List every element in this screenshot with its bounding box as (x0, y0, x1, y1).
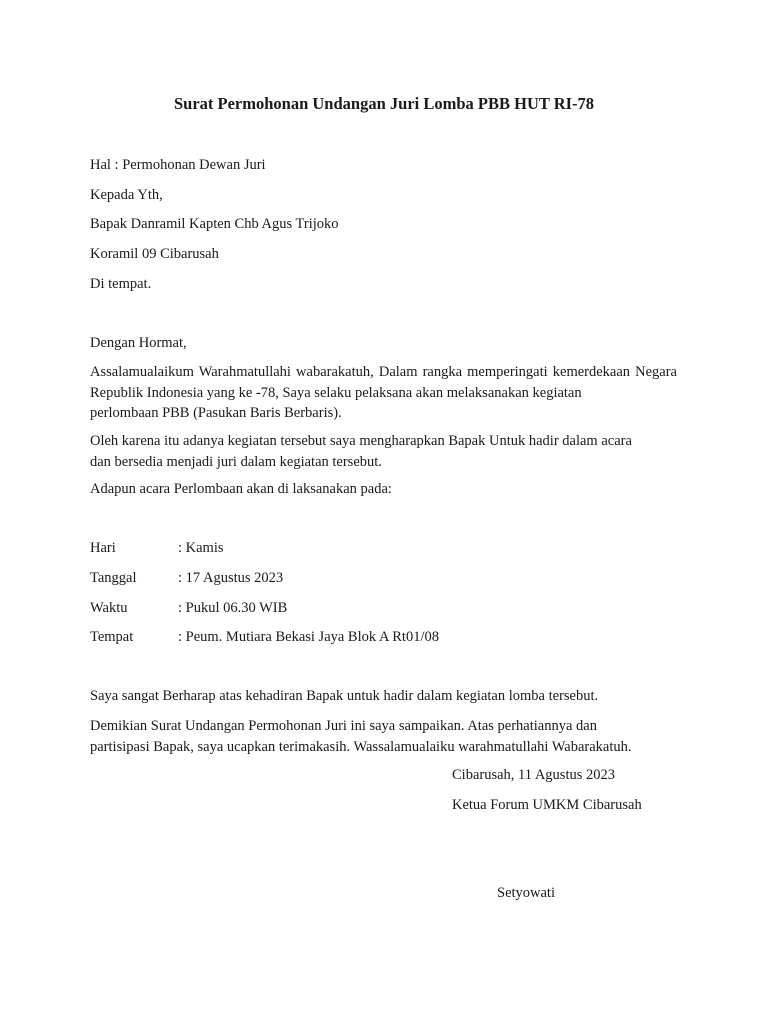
recipient-greeting: Kepada Yth, (90, 187, 163, 203)
opening-paragraph-last-line: perlombaan PBB (Pasukan Baris Berbaris). (90, 405, 342, 421)
subject-line: Hal : Permohonan Dewan Juri (90, 157, 266, 173)
schedule-intro: Adapun acara Perlombaan akan di laksanakan pada: (90, 481, 392, 497)
detail-label: Waktu (90, 600, 128, 616)
opening-paragraph (90, 362, 677, 424)
closing-paragraph (90, 716, 677, 757)
salutation: Dengan Hormat, (90, 335, 187, 351)
closing-paragraph-text: Demikian Surat Undangan Permohonan Juri ini saya sampaikan. Atas perhatiannya dan (90, 718, 597, 734)
recipient-name: Bapak Danramil Kapten Chb Agus Trijoko (90, 216, 339, 232)
signature-place-date: Cibarusah, 11 Agustus 2023 (452, 767, 615, 783)
recipient-place: Di tempat. (90, 276, 152, 292)
detail-label: Tempat (90, 629, 134, 645)
detail-row-tanggal (90, 568, 283, 588)
recipient-institution: Koramil 09 Cibarusah (90, 246, 219, 262)
detail-row-tempat (90, 627, 439, 647)
hope-paragraph: Saya sangat Berharap atas kehadiran Bapak untuk hadir dalam kegiatan lomba tersebut. (90, 688, 599, 704)
detail-row-waktu (90, 598, 287, 618)
request-paragraph (90, 431, 677, 472)
detail-value: : Peum. Mutiara Bekasi Jaya Blok A Rt01/08 (178, 629, 439, 645)
request-paragraph-text: Oleh karena itu adanya kegiatan tersebut saya mengharapkan Bapak Untuk hadir dalam acara (90, 433, 632, 449)
detail-label: Hari (90, 540, 116, 556)
closing-paragraph-last-line: partisipasi Bapak, saya ucapkan terimakasih. Wassalamualaiku warahmatullahi Wabarakatuh. (90, 738, 632, 755)
request-paragraph-last-line: dan bersedia menjadi juri dalam kegiatan tersebut. (90, 453, 382, 470)
detail-value: : Kamis (178, 540, 224, 556)
opening-paragraph-text: Assalamualaikum Warahmatullahi wabarakatuh, Dalam rangka memperingati kemerdekaan Negara Republik Indonesia yang ke -78, Saya selaku pelaksana akan melaksanakan kegiatan (90, 364, 677, 401)
signature-position: Ketua Forum UMKM Cibarusah (452, 797, 642, 813)
detail-row-hari (90, 538, 224, 558)
detail-label: Tanggal (90, 570, 137, 586)
detail-value: : Pukul 06.30 WIB (178, 600, 288, 616)
signature-name: Setyowati (497, 885, 555, 901)
detail-value: : 17 Agustus 2023 (178, 570, 284, 586)
letter-title: Surat Permohonan Undangan Juri Lomba PBB HUT RI-78 (173, 94, 595, 113)
